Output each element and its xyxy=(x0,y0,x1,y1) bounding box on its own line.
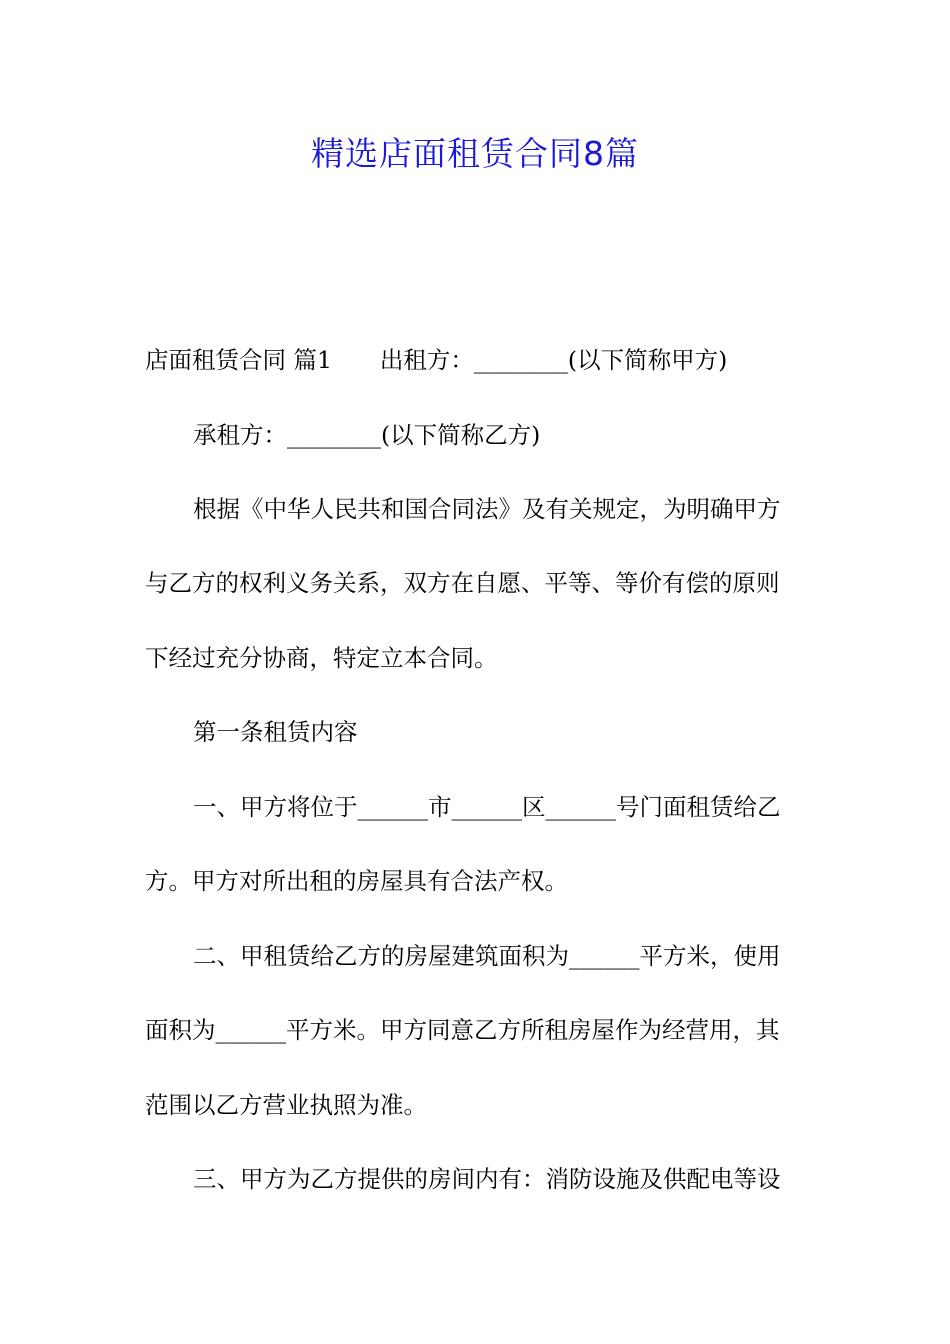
paragraph-line: 三、甲方为乙方提供的房间内有：消防设施及供配电等设 xyxy=(193,1165,781,1193)
paragraph-line: 根据《中华人民共和国合同法》及有关规定，为明确甲方 xyxy=(193,495,781,523)
contract-heading: 店面租赁合同 篇1 xyxy=(145,346,332,374)
paragraph-line: 二、甲租赁给乙方的房屋建筑面积为______平方米，使用 xyxy=(193,942,781,970)
section-heading: 第一条租赁内容 xyxy=(193,718,358,746)
paragraph-line xyxy=(0,345,950,375)
document-title: 精选店面租赁合同8篇 xyxy=(311,134,639,173)
paragraph-line: 方。甲方对所出租的房屋具有合法产权。 xyxy=(145,867,568,895)
paragraph-line: 范围以乙方营业执照为准。 xyxy=(145,1091,427,1119)
lessee-line: 承租方：________(以下简称乙方) xyxy=(193,421,541,449)
paragraph-line: 与乙方的权利义务关系，双方在自愿、平等、等价有偿的原则 xyxy=(145,569,780,597)
paragraph-line: 面积为______平方米。甲方同意乙方所租房屋作为经营用，其 xyxy=(145,1016,780,1044)
paragraph-line: 一、甲方将位于______市______区______号门面租赁给乙 xyxy=(193,793,781,821)
lessor-line: 出租方：________(以下简称甲方) xyxy=(379,346,728,374)
paragraph-line: 下经过充分协商，特定立本合同。 xyxy=(145,644,498,672)
